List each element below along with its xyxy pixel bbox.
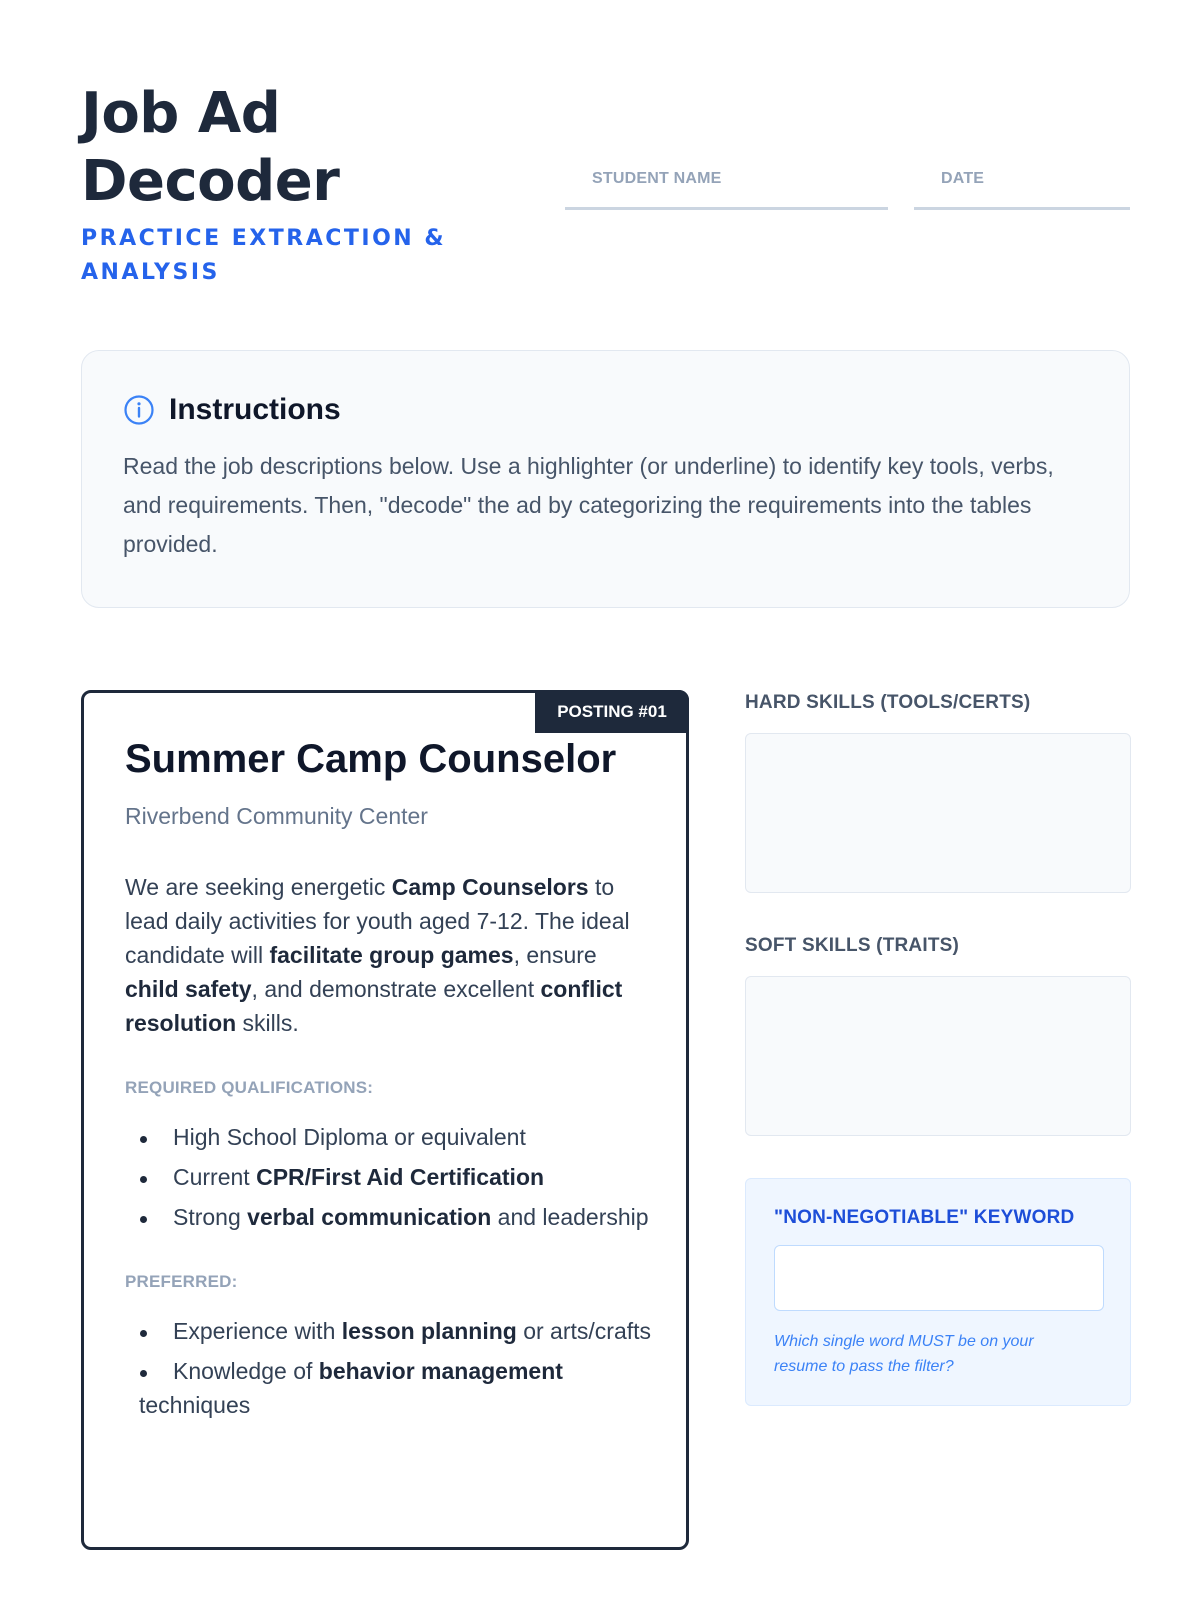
list-item: Current CPR/First Aid Certification	[125, 1160, 655, 1194]
instructions-panel	[81, 350, 1130, 608]
keyword-input[interactable]	[774, 1245, 1104, 1311]
soft-skills-label: SOFT SKILLS (TRAITS)	[745, 935, 960, 956]
student-name-field[interactable]	[565, 168, 888, 210]
posting-badge: POSTING #01	[535, 690, 689, 733]
keyword-label: "NON-NEGOTIABLE" KEYWORD	[774, 1207, 1075, 1228]
instructions-text: Read the job descriptions below. Use a highlighter (or underline) to identify key tools, verbs, and requirements. Then, "decode" the ad by categorizing the requirements into the tables provided.	[123, 453, 1054, 557]
required-qualifications-label: REQUIRED QUALIFICATIONS:	[125, 1078, 374, 1097]
instructions-header	[123, 393, 1089, 427]
instructions-title: Instructions	[169, 393, 341, 426]
keyword-hint: Which single word MUST be on your resume to pass the filter?	[774, 1333, 1034, 1375]
required-qualifications-list	[125, 1120, 655, 1234]
page-title: Job Ad Decoder	[81, 81, 340, 214]
job-posting-card	[81, 690, 689, 1550]
preferred-label: PREFERRED:	[125, 1272, 238, 1291]
student-name-label: STUDENT NAME	[592, 170, 722, 187]
date-label: DATE	[941, 170, 985, 187]
preferred-list	[125, 1314, 655, 1422]
job-description: We are seeking energetic Camp Counselors to lead daily activities for youth aged 7-12. The ideal candidate will facilitate group games, ensure child safety, and demonstrate excellent conflict resolution skills.	[125, 874, 630, 1036]
keyword-highlight: Camp Counselors	[391, 874, 589, 900]
hard-skills-label: HARD SKILLS (TOOLS/CERTS)	[745, 692, 1031, 713]
soft-skills-box[interactable]	[745, 976, 1131, 1136]
keyword-highlight: child safety	[125, 976, 252, 1002]
list-item: Strong verbal communication and leadership	[125, 1200, 655, 1234]
page-subtitle: PRACTICE EXTRACTION & ANALYSIS	[81, 226, 447, 285]
organization-name: Riverbend Community Center	[125, 803, 428, 829]
info-icon	[123, 394, 155, 426]
title-block	[81, 80, 501, 290]
keyword-highlight: conflict resolution	[125, 976, 623, 1036]
list-item: Experience with lesson planning or arts/crafts	[125, 1314, 655, 1348]
hard-skills-box[interactable]	[745, 733, 1131, 893]
keyword-highlight: facilitate group games	[269, 942, 514, 968]
date-field[interactable]	[914, 168, 1130, 210]
list-item: Knowledge of behavior management techniques	[125, 1354, 655, 1422]
list-item: High School Diploma or equivalent	[125, 1120, 655, 1154]
keyword-panel	[745, 1178, 1131, 1406]
job-title: Summer Camp Counselor	[125, 737, 617, 781]
